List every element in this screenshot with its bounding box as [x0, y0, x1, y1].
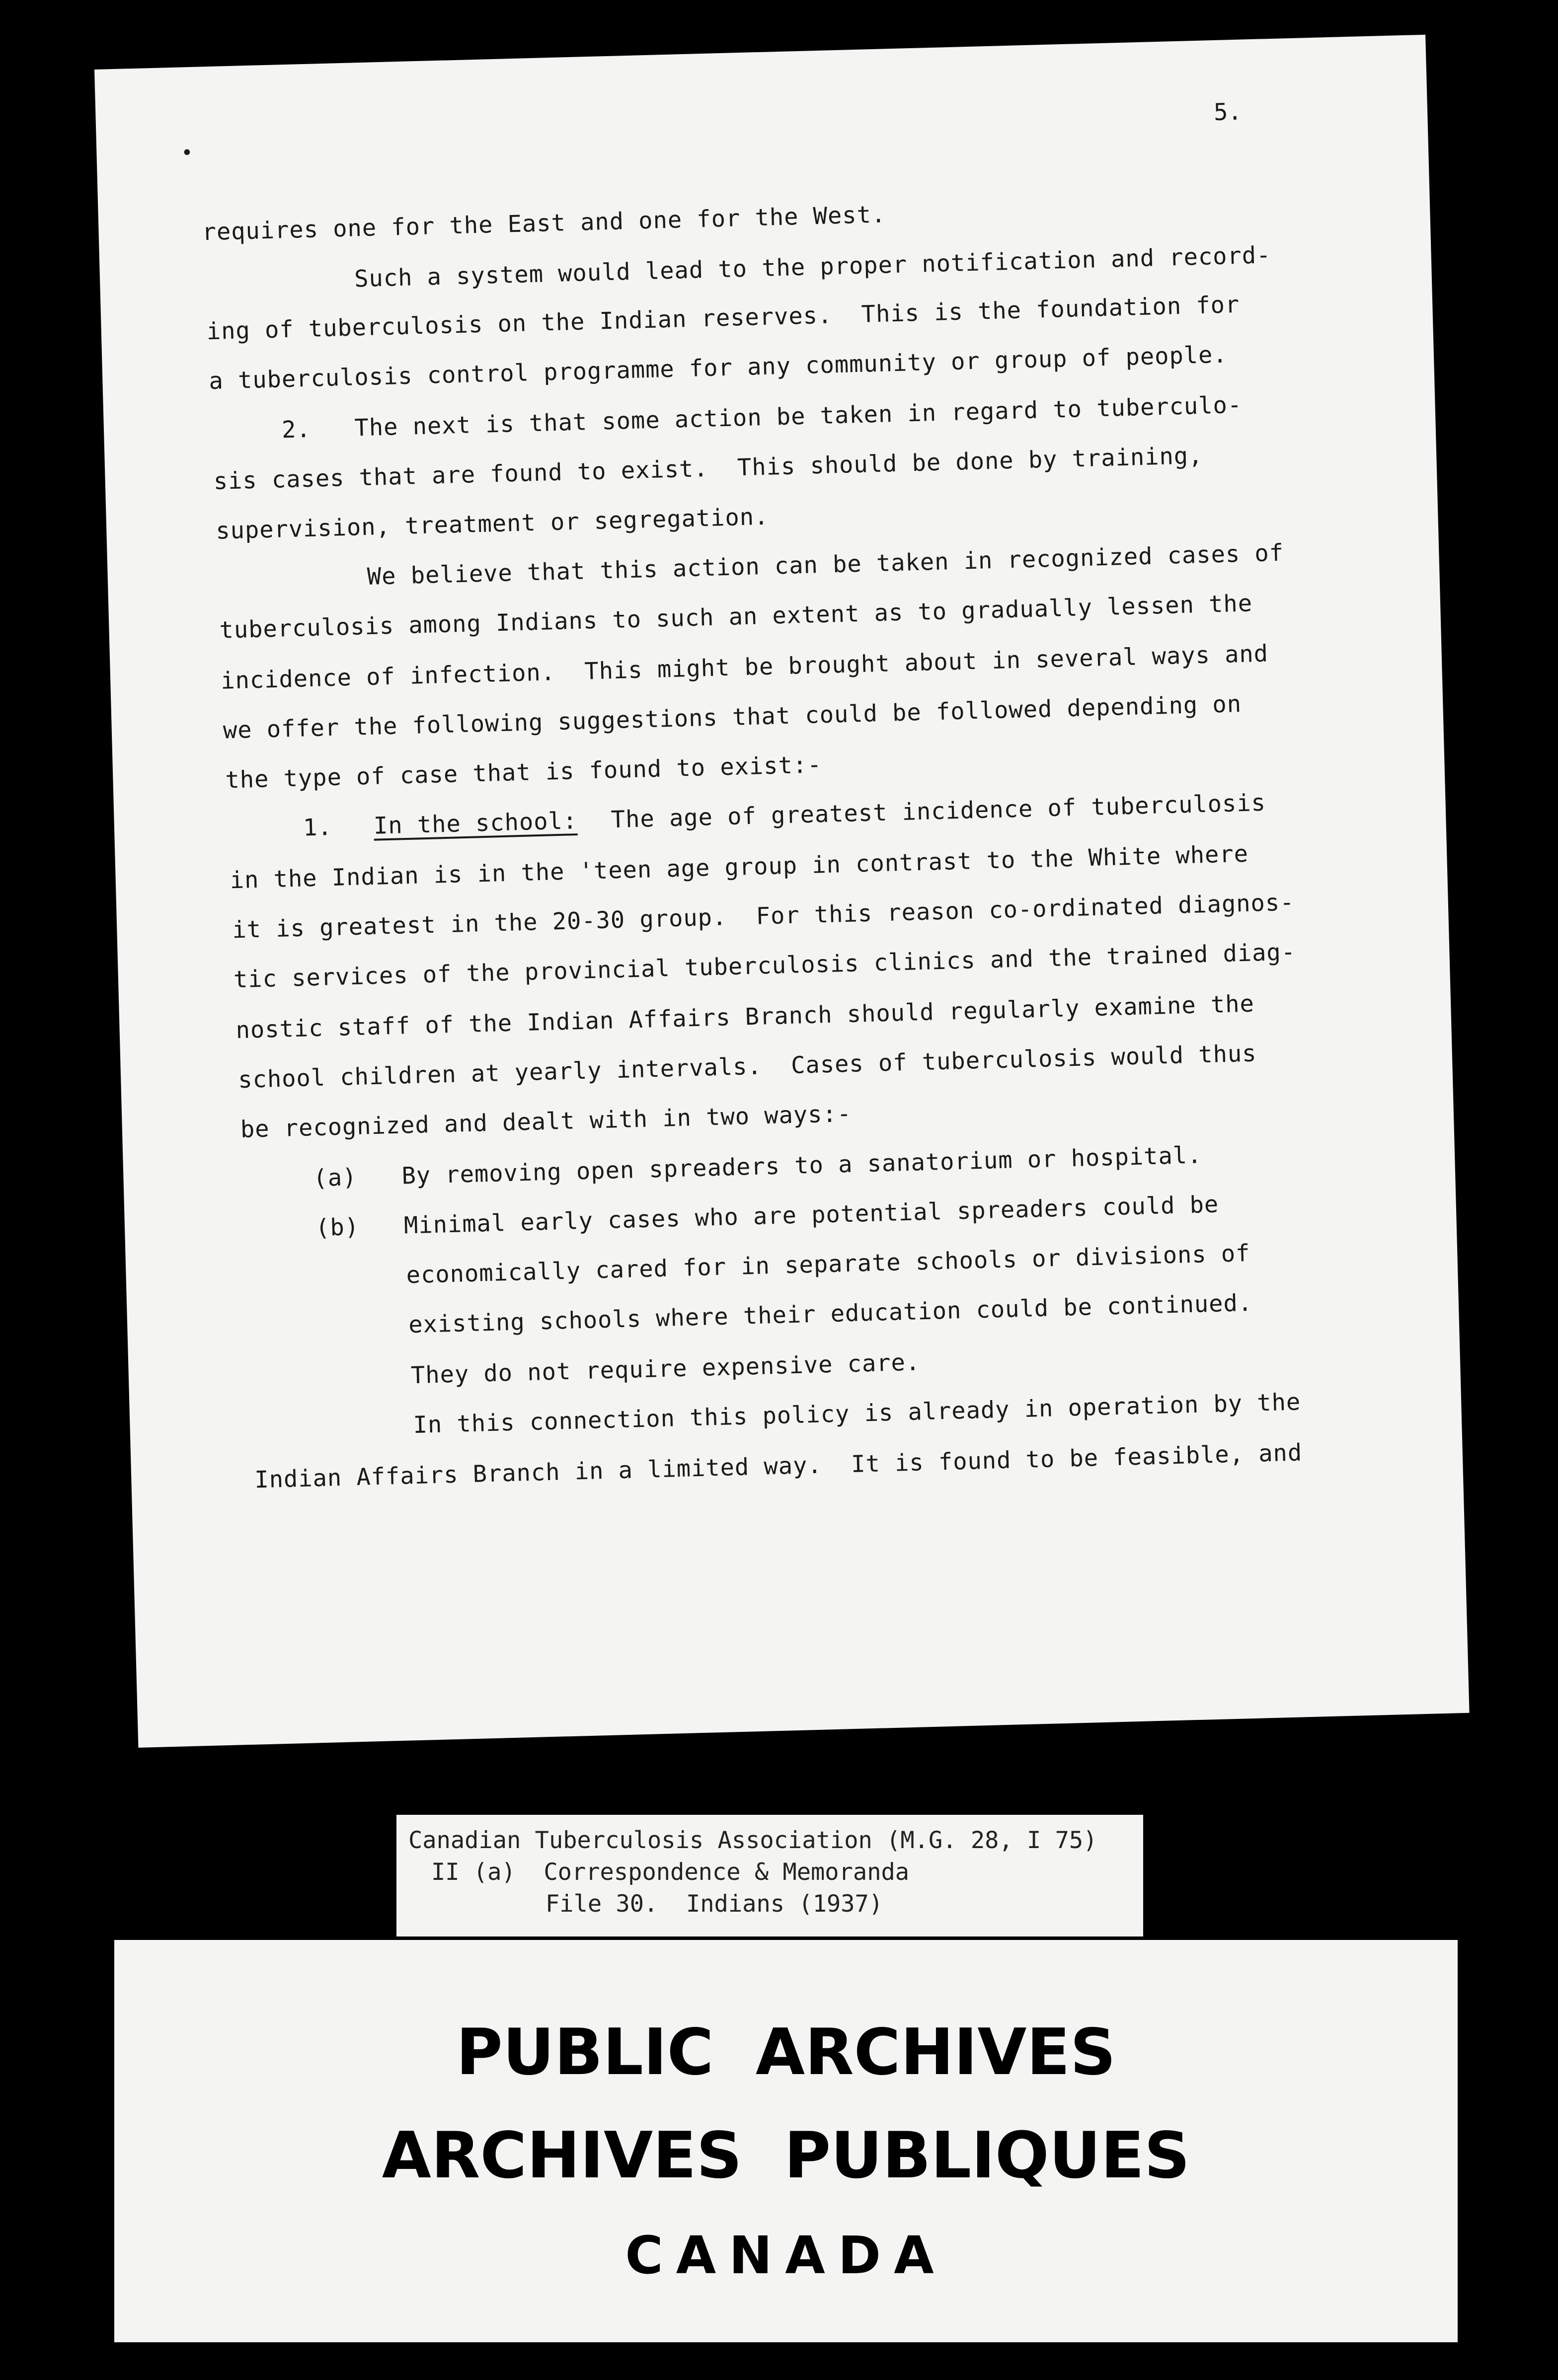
text-line: Indian Affairs Branch in a limited way. It is found to be feasible, and [254, 1439, 1303, 1494]
text-line: Such a system would lead to the proper notification and record- [354, 241, 1271, 293]
text-line: the type of case that is found to exist:- [225, 751, 823, 794]
text-line: it is greatest in the 20-30 group. For this reason co-ordinated diagnos- [232, 889, 1295, 944]
page-number: 5. [1213, 98, 1243, 127]
item-number: 1. [303, 814, 333, 842]
section-heading: In the school: [373, 807, 578, 840]
archives-stamp [114, 1940, 1458, 2342]
text-line: sis cases that are found to exist. This should be done by training, [213, 442, 1203, 495]
text-line: in the Indian is in the 'teen age group in contrast to the White where [230, 840, 1249, 894]
text-line: existing schools where their education could be continued. [408, 1289, 1253, 1339]
text-line: school children at yearly intervals. Cases of tuberculosis would thus [237, 1040, 1257, 1094]
text-line: supervision, treatment or segregation. [215, 503, 770, 545]
page-mark: • [180, 141, 194, 165]
text-line: In this connection this policy is already in operation by the [412, 1388, 1301, 1439]
text-line: economically cared for in separate schools or divisions of [406, 1239, 1251, 1289]
reference-line: File 30. Indians (1937) [545, 1890, 883, 1918]
text-line: The age of greatest incidence of tuberculosis [611, 789, 1266, 834]
text-line: We believe that this action can be taken in recognized cases of [367, 539, 1284, 591]
text-line: we offer the following suggestions that could be followed depending on [223, 690, 1242, 744]
item-label: (a) [312, 1163, 358, 1192]
item-label: (b) [315, 1213, 360, 1242]
text-line: a tuberculosis control programme for any community or group of people. [208, 341, 1228, 395]
reference-line: Canadian Tuberculosis Association (M.G. 28, I 75) [408, 1827, 1097, 1854]
text-line: Minimal early cases who are potential spreaders could be [403, 1190, 1219, 1240]
stamp-title-fr: ARCHIVES PUBLIQUES [382, 2119, 1190, 2193]
text-line: By removing open spreaders to a sanatorium or hospital. [401, 1141, 1203, 1190]
text-line: tuberculosis among Indians to such an extent as to gradually lessen the [219, 590, 1253, 644]
text-line: 2. The next is that some action be taken in regard to tuberculo- [281, 391, 1243, 444]
reference-line: II (a) Correspondence & Memoranda [431, 1859, 910, 1886]
stamp-title-en: PUBLIC ARCHIVES [456, 2015, 1116, 2089]
text-line: requires one for the East and one for the West. [201, 201, 886, 246]
archive-reference-card [396, 1815, 1143, 1936]
document-page [94, 35, 1470, 1748]
stamp-country: CANADA [625, 2225, 947, 2286]
text-line: tic services of the provincial tuberculosis clinics and the trained diag- [233, 938, 1296, 994]
text-line: They do not require expensive care. [410, 1348, 921, 1390]
text-line: incidence of infection. This might be brought about in several ways and [220, 640, 1269, 695]
text-line: ing of tuberculosis on the Indian reserves. This is the foundation for [206, 291, 1240, 346]
text-line: nostic staff of the Indian Affairs Branch should regularly examine the [235, 990, 1255, 1044]
text-line: be recognized and dealt with in two ways:- [240, 1100, 852, 1144]
